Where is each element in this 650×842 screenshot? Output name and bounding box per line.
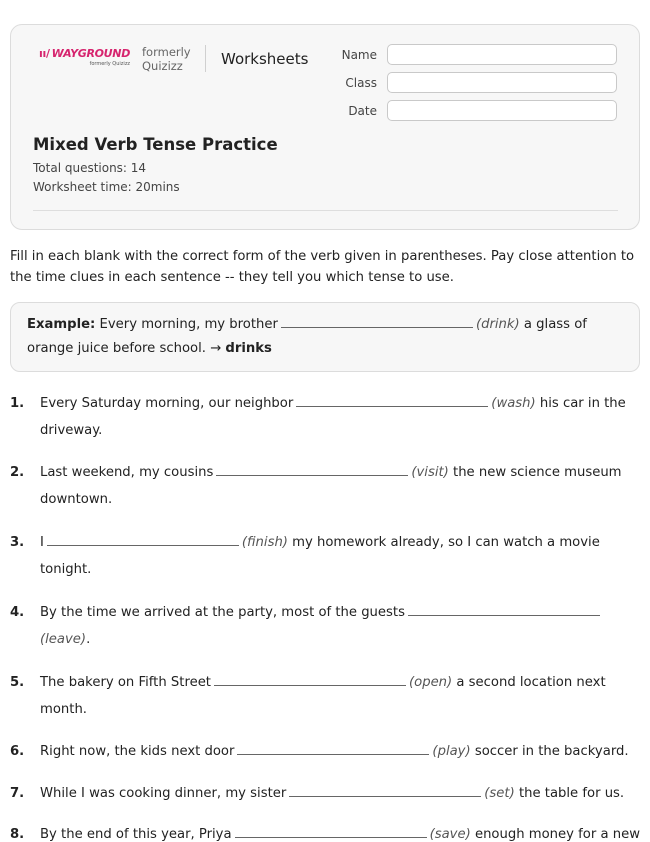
question-number: 8. [10,827,25,842]
question-verb: (finish) [241,535,288,550]
question-before: By the end of this year, Priya [40,827,232,842]
question-after: the table for us. [518,786,625,801]
section-title: Worksheets [221,50,309,68]
example-blank [281,314,473,328]
answer-blank[interactable] [47,532,239,546]
logo-mark-icon: ıı/ [39,47,50,60]
worksheet-header [10,24,640,230]
example-label: Example: [27,317,96,332]
formerly-quizizz [142,45,191,73]
answer-blank[interactable] [237,741,429,755]
answer-blank[interactable] [296,393,488,407]
name-field[interactable] [387,44,617,65]
question-after: his car in the driveway. [40,396,626,438]
total-questions: Total questions: 14 [33,161,147,175]
question-before: Right now, the kids next door [40,744,235,759]
question-before: The bakery on Fifth Street [40,675,211,690]
question-verb: (save) [429,827,471,842]
question-verb: (open) [408,675,453,690]
question-number: 1. [10,396,25,411]
question-item [10,390,640,444]
question-number: 4. [10,605,25,620]
date-label: Date [348,104,377,118]
example-answer: drinks [225,341,272,356]
question-before: Last weekend, my cousins [40,465,214,480]
question-number: 3. [10,535,25,550]
question-before: While I was cooking dinner, my sister [40,786,287,801]
formerly-line-1: formerly [142,45,191,59]
question-before: I [40,535,44,550]
question-before: By the time we arrived at the party, most of the guests [40,605,405,620]
question-after: the new science museum downtown. [40,465,622,507]
example-before: Every morning, my brother [99,317,278,332]
example-box [10,302,640,372]
formerly-line-2: Quizizz [142,59,183,73]
question-item [10,780,640,807]
question-after: . [86,632,91,647]
question-item [10,821,640,842]
question-verb: (leave) [40,632,87,647]
question-verb: (visit) [411,465,449,480]
question-number: 7. [10,786,25,801]
question-verb: (play) [432,744,471,759]
question-after: soccer in the backyard. [474,744,629,759]
question-item [10,529,640,583]
answer-blank[interactable] [216,462,408,476]
question-after: my homework already, so I can watch a movie tonight. [40,535,600,577]
question-verb: (wash) [491,396,536,411]
question-number: 6. [10,744,25,759]
wayground-logo [39,47,130,67]
question-number: 5. [10,675,25,690]
example-after: a glass of orange juice before school. → [27,317,587,356]
logo-subtext: formerly Quizizz [89,61,131,67]
example-verb: (drink) [475,317,520,332]
header-divider [205,45,206,72]
class-field[interactable] [387,72,617,93]
question-item [10,459,640,513]
question-item [10,738,640,765]
name-label: Name [341,48,377,62]
question-number: 2. [10,465,25,480]
header-rule [33,210,618,211]
answer-blank[interactable] [214,672,406,686]
question-before: Every Saturday morning, our neighbor [40,396,294,411]
instructions: Fill in each blank with the correct form of the verb given in parentheses. Pay close attention to the time clues in each sentence -- they tell you which tense to use. [10,249,635,285]
worksheet-time: Worksheet time: 20mins [33,180,180,194]
class-label: Class [345,76,377,90]
question-item [10,669,640,723]
answer-blank[interactable] [408,602,600,616]
question-verb: (set) [484,786,515,801]
question-after: a second location next month. [40,675,606,717]
logo-text: WAYGROUND [51,47,131,60]
answer-blank[interactable] [235,824,427,838]
question-item [10,599,640,653]
date-field[interactable] [387,100,617,121]
answer-blank[interactable] [289,783,481,797]
worksheet-title: Mixed Verb Tense Practice [33,135,278,154]
question-after: enough money for a new [474,827,640,842]
